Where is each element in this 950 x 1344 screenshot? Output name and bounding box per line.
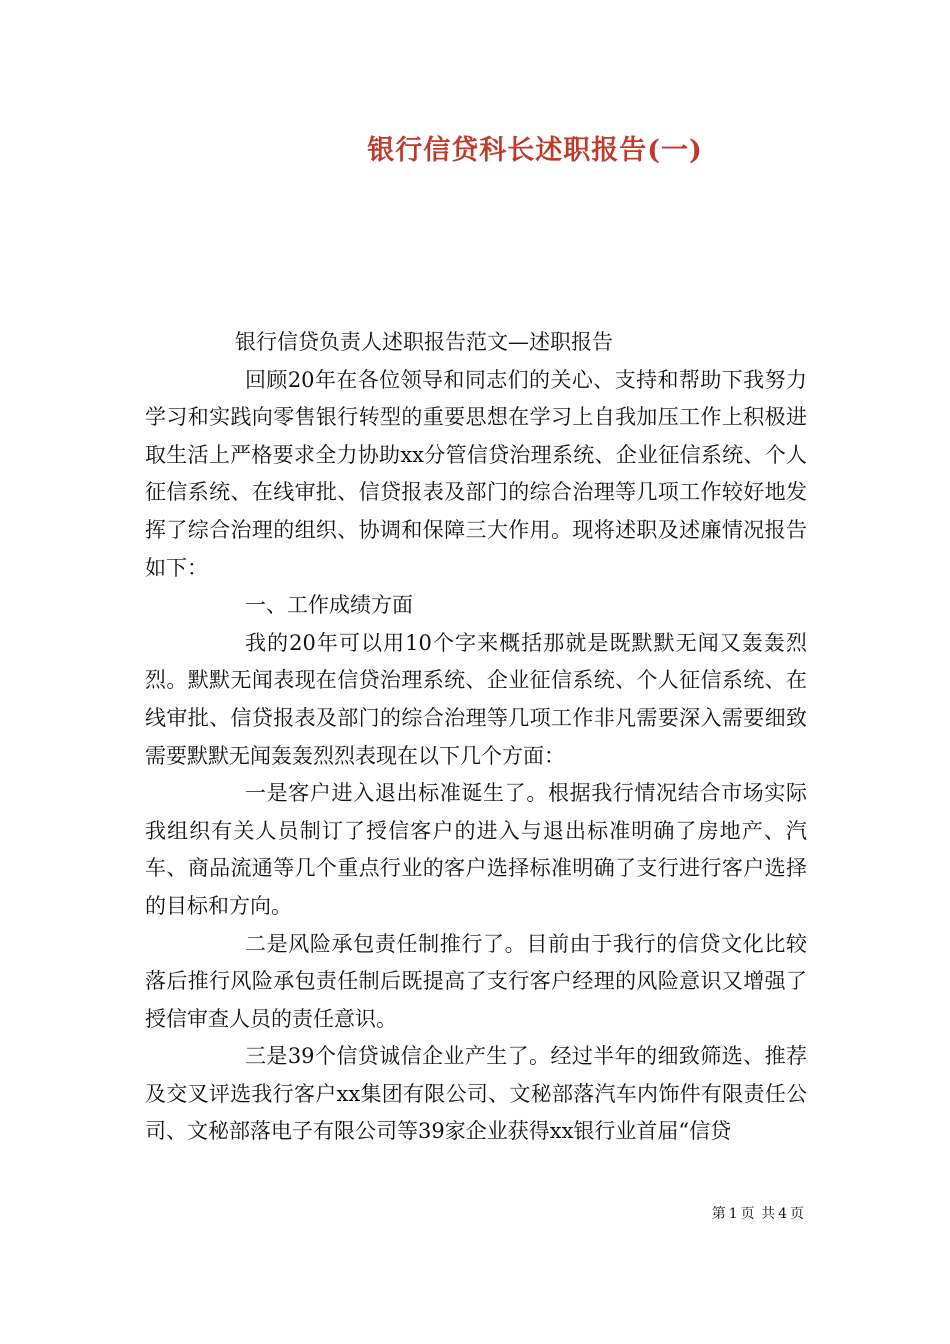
- footer-current-page: 1: [728, 1206, 739, 1222]
- paragraph-point-one: 一是客户进入退出标准诞生了。根据我行情况结合市场实际我组织有关人员制订了授信客户的进入与退出标准明确了房地产、汽车、商品流通等几个重点行业的客户选择标准明确了支行进行客户选择的目标和方向。: [145, 781, 807, 918]
- footer-suffix: 页: [790, 1206, 805, 1222]
- paragraph-point-three: 三是39个信贷诚信企业产生了。经过半年的细致筛选、推荐及交叉评选我行客户xx集团有限公司、文秘部落汽车内饰件有限责任公司、文秘部落电子有限公司等39家企业获得xx银行业首届“信贷: [145, 1044, 807, 1144]
- section-heading: 一、工作成绩方面: [245, 593, 413, 618]
- document-title: 银行信贷科长述职报告(一): [367, 135, 703, 166]
- document-body: [145, 324, 807, 1151]
- page-number-footer: [711, 1203, 806, 1223]
- footer-total-pages: 4: [778, 1206, 788, 1222]
- footer-prefix: 第: [711, 1206, 727, 1222]
- paragraph-point-two: 二是风险承包责任制推行了。目前由于我行的信贷文化比较落后推行风险承包责任制后既提高了支行客户经理的风险意识又增强了授信审查人员的责任意识。: [145, 931, 807, 1031]
- footer-middle: 页 共: [740, 1206, 777, 1222]
- paragraph-intro: 回顾20年在各位领导和同志们的关心、支持和帮助下我努力学习和实践向零售银行转型的重要思想在学习上自我加压工作上积极进取生活上严格要求全力协助xx分管信贷治理系统、企业征信系统、个人征信系统、在线审批、信贷报表及部门的综合治理等几项工作较好地发挥了综合治理的组织、协调和保障三大作用。现将述职及述廉情况报告如下：: [145, 367, 807, 580]
- document-subtitle: 银行信贷负责人述职报告范文—述职报告: [235, 330, 613, 354]
- paragraph-summary: 我的20年可以用10个字来概括那就是既默默无闻又轰轰烈烈。默默无闻表现在信贷治理系统、企业征信系统、个人征信系统、在线审批、信贷报表及部门的综合治理等几项工作非凡需要深入需要细致需要默默无闻轰轰烈烈表现在以下几个方面：: [145, 630, 807, 768]
